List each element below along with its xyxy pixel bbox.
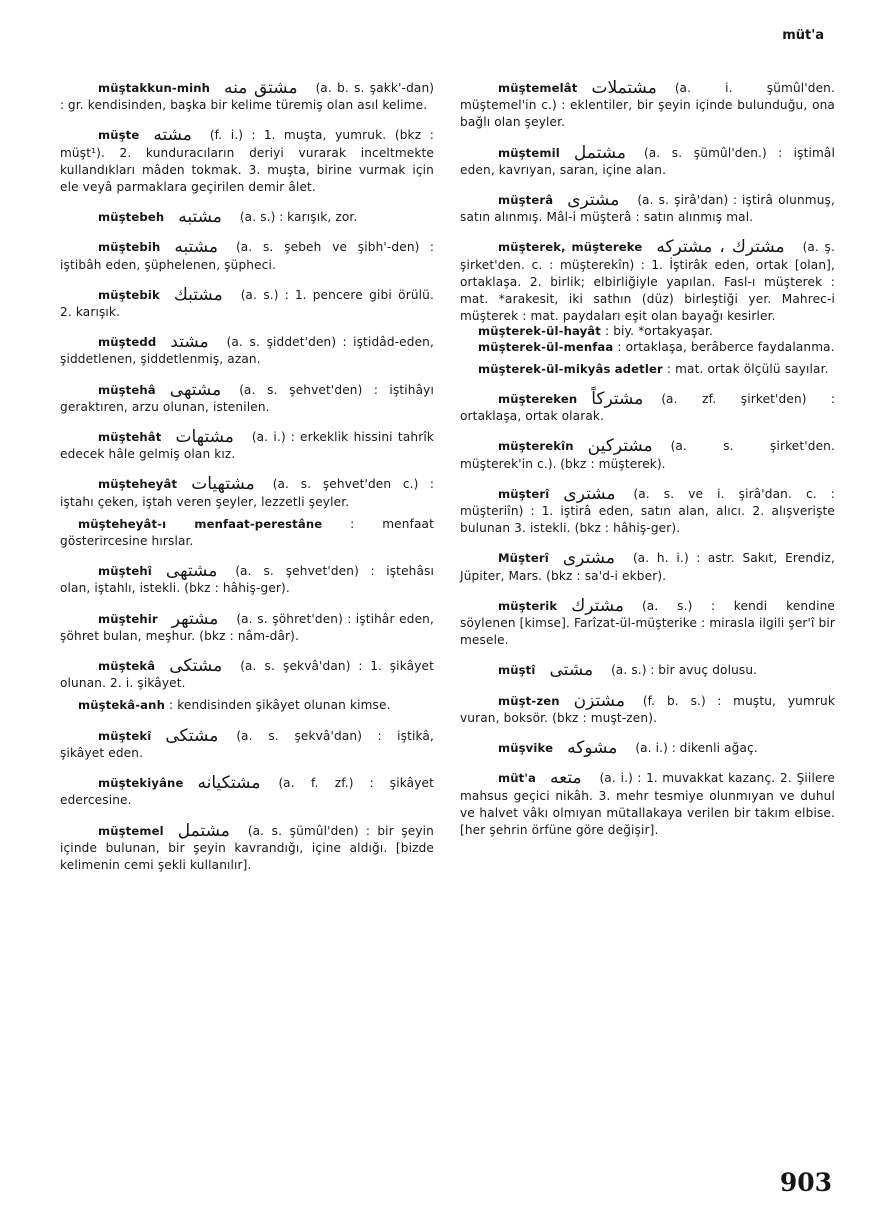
entry-definition: (a. s.) : 1. pencere gibi örülü. 2. karışık. — [60, 287, 434, 320]
dictionary-entry — [460, 770, 835, 839]
entry-arabic-script: مشتمل — [573, 142, 626, 163]
entry-arabic-script: مشترى — [562, 548, 615, 569]
entry-headword: müştî — [498, 663, 536, 678]
entry-definition: (a. s. şöhret'den) : iştihâr eden, şöhret bulan, meşhur. (bkz : nâm-dâr). — [60, 611, 434, 643]
entry-arabic-script: مشترك ، مشتركه — [656, 237, 785, 258]
entry-definition: : kendisinden şikâyet olunan kimse. — [168, 698, 391, 713]
dictionary-entry — [60, 80, 434, 114]
entry-arabic-script: مشتزن — [573, 690, 625, 711]
dictionary-entry — [60, 697, 434, 714]
entry-arabic-script: مشتملات — [591, 78, 657, 98]
dictionary-entry — [460, 391, 835, 425]
entry-definition: (f. b. s.) : muştu, yumruk vuran, boksör. (bkz : muşt-zen). — [460, 693, 835, 725]
entry-headword: müştebik — [98, 287, 160, 302]
entry-definition: (a. f. zf.) : şikâyet edercesine. — [60, 776, 434, 808]
entry-arabic-script: مشتبه — [174, 237, 219, 258]
entry-definition: (a. ş. şirket'den. c. : müşterekîn) : 1. İştirâk eden, ortak [olan], ortaklaşa. 2. birlik; elbirliğiyle yapılan. Fasl-ı müşterek : mat. *arakesit, iki sathın (düz) birleştiği yer. Mahrec-i müşterek : mat. paydaları eşit olan bayağı kesirler. — [460, 240, 835, 324]
dictionary-entry — [60, 563, 434, 597]
entry-arabic-script: مشتهر — [171, 608, 219, 629]
dictionary-entry — [60, 516, 434, 550]
dictionary-entry — [460, 80, 835, 132]
entry-definition: (a. s. şümûl'den) : bir şeyin içinde bulunan, bir şeyin kavrandığı, içine aldığı. [bizde kelimenin cemi şekli kullanılır]. — [60, 823, 434, 872]
entry-headword: müştemelât — [498, 81, 578, 95]
entry-arabic-script: مشتكيانه — [197, 773, 261, 794]
entry-definition: (a. s. şümûl'den.) : iştimâl eden, kavrıyan, saran, içine alan. — [460, 145, 835, 177]
dictionary-entry — [460, 690, 835, 727]
entry-arabic-script: مشتهيات — [191, 474, 255, 495]
entry-headword: müştekâ — [98, 659, 156, 674]
dictionary-entry — [460, 239, 835, 325]
entry-arabic-script: مشترى — [563, 483, 616, 504]
dictionary-entry — [60, 658, 434, 692]
right-column — [460, 80, 835, 852]
entry-headword: müştekî — [98, 728, 152, 743]
entry-definition: : menfaat gösterircesine hırslar. — [60, 516, 434, 549]
entry-headword: müştehir — [98, 611, 158, 626]
dictionary-entry — [60, 127, 434, 196]
entry-definition: (a. zf. şirket'den) : ortaklaşa, ortak olarak. — [460, 392, 835, 424]
entry-arabic-script: مشوكه — [567, 738, 618, 759]
entry-definition: (a. s. şirket'den. müşterek'in c.). (bkz : müşterek). — [460, 439, 835, 471]
entry-arabic-script: مشتد — [170, 332, 209, 353]
entry-definition: (a. s. şebeh ve şibh'-den) : iştibâh eden, şüphelenen, şüpheci. — [60, 240, 434, 272]
entry-headword: müştebih — [98, 240, 161, 255]
entry-headword: müşterekîn — [498, 439, 574, 454]
entry-arabic-script: مشترك — [571, 595, 625, 616]
entry-definition: (a. s.) : bir avuç dolusu. — [611, 663, 758, 678]
entry-headword: müştekiyâne — [98, 776, 184, 791]
entry-headword: müştehât — [98, 430, 162, 445]
entry-headword: müştemil — [498, 145, 560, 160]
entry-headword: müşterî — [498, 486, 550, 501]
dictionary-entry — [460, 192, 835, 226]
dictionary-entry — [460, 740, 835, 757]
entry-arabic-script: مشتمل — [177, 820, 230, 841]
entry-definition: (a. i.) : 1. muvakkat kazanç. 2. Şiilere mahsus geçici nikâh. 3. mehr tesmiye olunmıyan ve duhul ve halvet vâkı olmıyan mütallakaya verilen bir takım elbise. [her şehrin örfüne göre değişir]. — [460, 771, 835, 837]
entry-arabic-script: مشترى — [567, 190, 620, 211]
entry-headword: Müşterî — [498, 551, 549, 566]
entry-definition: : biy. *ortakyaşar. — [604, 324, 714, 339]
entry-definition: (a. s. şehvet'den c.) : iştahı çeken, iştah veren şeyler, lezzetli şeyler. — [60, 477, 434, 509]
dictionary-entry — [60, 608, 434, 645]
entry-headword: müşterek-ül-menfaa — [478, 339, 614, 354]
entry-headword: müştehî — [98, 564, 152, 579]
entry-definition: (a. b. s. şakk'-dan) : gr. kendisinden, başka bir kelime türemiş olan asıl kelime. — [60, 81, 434, 113]
entry-headword: müşterik — [498, 598, 558, 613]
entry-definition: (a. s. şiddet'den) : iştidâd-eden, şiddetlenen, şiddetlenmiş, azan. — [60, 335, 434, 367]
dictionary-entry — [460, 595, 835, 650]
dictionary-entry — [60, 476, 434, 510]
entry-arabic-script: مشتركاً — [591, 389, 644, 410]
dictionary-entry — [60, 725, 434, 762]
entry-definition: (a. i.) : dikenli ağaç. — [635, 741, 758, 756]
dictionary-entry — [60, 239, 434, 273]
dictionary-entry — [460, 339, 835, 356]
entry-definition: (a. h. i.) : astr. Sakıt, Erendiz, Jüpiter, Mars. (bkz : sa'd-i ekber). — [460, 551, 835, 583]
entry-headword: müşterâ — [498, 193, 554, 208]
entry-arabic-script: مشتهى — [169, 379, 222, 400]
entry-headword: müşterek-ül-hayât — [478, 324, 601, 339]
dictionary-entry — [60, 775, 434, 809]
page-number: 903 — [779, 1168, 832, 1197]
entry-headword: müşt-zen — [498, 693, 560, 708]
dictionary-entry — [60, 820, 434, 875]
entry-arabic-script: مشتكى — [169, 656, 223, 677]
dictionary-entry — [60, 209, 434, 226]
entry-headword: müştemel — [98, 823, 164, 838]
entry-definition: (a. s.) : kendi kendine söylenen [kimse]. Farîzat-ül-müşterike : mirasla ilgili şer'î bir mesele. — [460, 598, 835, 648]
entry-arabic-script: مشتبك — [173, 284, 223, 305]
dictionary-entry — [460, 483, 835, 538]
entry-headword: müşterek-ül-mikyâs adetler — [478, 361, 663, 376]
entry-arabic-script: مشتى — [549, 660, 594, 681]
entry-headword: müştereken — [498, 392, 578, 407]
dictionary-entry — [460, 662, 835, 679]
entry-arabic-script: مشتبه — [178, 207, 222, 228]
entry-headword: müşterek, müştereke — [498, 240, 643, 255]
dictionary-entry — [60, 429, 434, 463]
running-head: müt'a — [782, 28, 824, 43]
entry-definition: : mat. ortak ölçülü sayılar. — [666, 361, 829, 376]
dictionary-entry — [460, 550, 835, 584]
dictionary-entry — [460, 142, 835, 179]
entry-arabic-script: مشتركين — [587, 436, 653, 457]
entry-headword: müşvike — [498, 741, 554, 756]
entry-headword: müştehâ — [98, 382, 156, 397]
dictionary-entry — [60, 379, 434, 416]
entry-headword: müştedd — [98, 335, 157, 350]
entry-arabic-script: مشتهات — [175, 427, 234, 448]
entry-definition: (a. s. şirâ'dan) : iştirâ olunmuş, satın alınmış. Mâl-i müşterâ : satın alınmış mal. — [460, 193, 835, 225]
entry-headword: müt'a — [498, 771, 536, 786]
entry-definition: (f. i.) : 1. muşta, yumruk. (bkz : müşt¹). 2. kunduracıların deriyi vurarak inceltmekte kullandıkları mâden tokmak. 3. muşta, birine vurmak için ele veyâ parmaklara geçirilen demir âlet. — [60, 128, 434, 195]
entry-arabic-script: مشتق منه — [224, 78, 298, 98]
left-column — [60, 80, 434, 887]
entry-definition: (a. i.) : erkeklik hissini tahrîk edecek hâle gelmiş olan kız. — [60, 430, 434, 462]
entry-arabic-script: مشتكى — [165, 725, 219, 746]
entry-headword: müşteheyât — [98, 477, 178, 492]
dictionary-entry — [60, 334, 434, 368]
entry-arabic-script: مشته — [153, 125, 192, 146]
entry-definition: (a. s.) : karışık, zor. — [239, 210, 358, 225]
entry-definition: (a. s. şehvet'den) : iştihâyı geraktıren, arzu olunan, istenilen. — [60, 382, 434, 414]
entry-definition: (a. s. şekvâ'dan) : 1. şikâyet olunan. 2. i. şikâyet. — [60, 659, 434, 691]
entry-definition: (a. i. şümûl'den. müştemel'in c.) : eklentiler, bir şeyin içinde bulunduğu, ona bağlı olan şeyler. — [460, 81, 835, 130]
entry-headword: müştekâ-anh — [78, 698, 165, 713]
entry-definition: (a. s. ve i. şirâ'dan. c. : müşteriîn) : 1. iştirâ eden, satın alan, alıcı. 2. alışverişte bulunan 3. istekli. (bkz : hâhiş-ger). — [460, 486, 835, 536]
entry-headword: müştakkun-minh — [98, 81, 211, 95]
entry-headword: müşteheyât-ı menfaat-perestâne — [78, 516, 323, 531]
entry-definition: : ortaklaşa, berâberce faydalanma. — [617, 339, 835, 354]
entry-definition: (a. s. şekvâ'dan) : iştikâ, şikâyet eden. — [60, 728, 434, 760]
entry-definition: (a. s. şehvet'den) : iştehâsı olan, iştahlı, istekli. (bkz : hâhiş-ger). — [60, 564, 434, 596]
dictionary-entry — [460, 361, 835, 378]
entry-arabic-script: متعه — [550, 768, 582, 789]
entry-headword: müştebeh — [98, 210, 165, 225]
dictionary-entry — [460, 438, 835, 472]
dictionary-entry — [60, 284, 434, 321]
entry-headword: müşte — [98, 128, 140, 143]
entry-arabic-script: مشتهى — [165, 561, 218, 582]
